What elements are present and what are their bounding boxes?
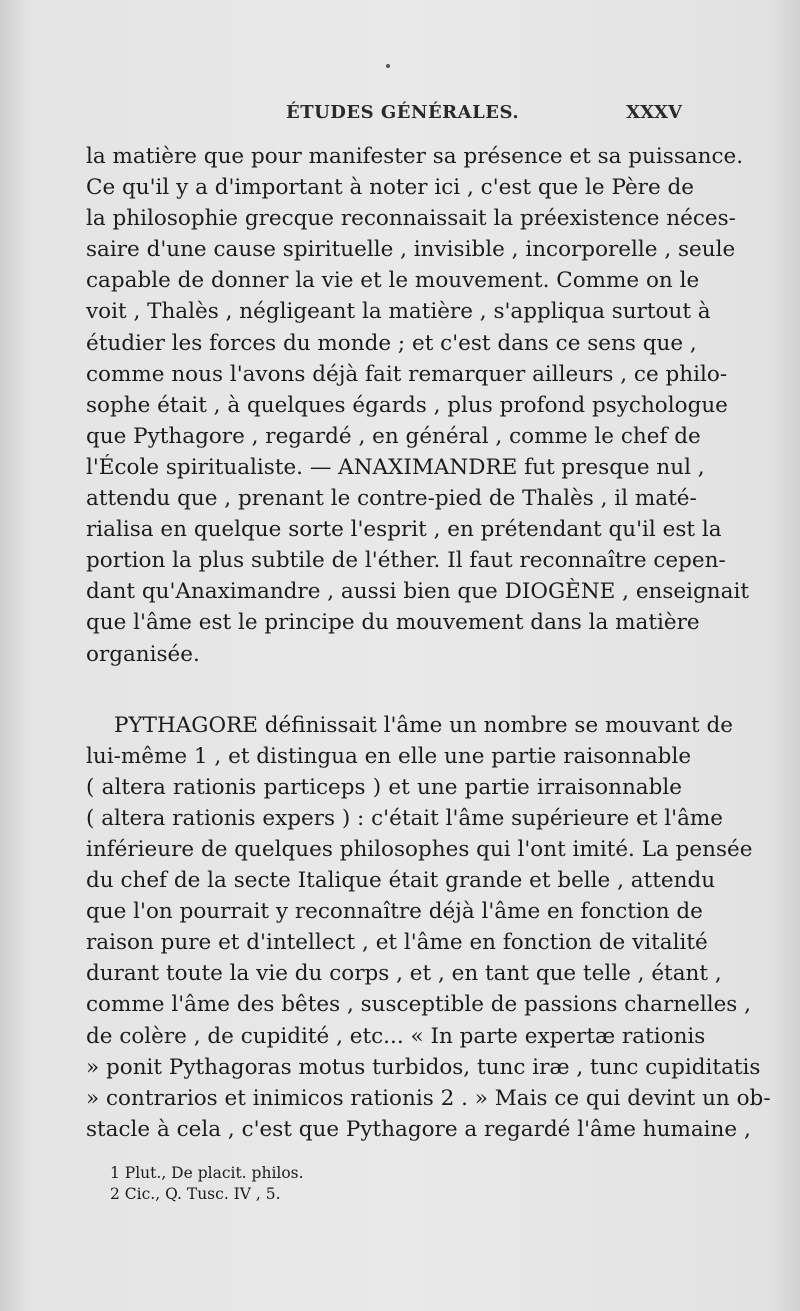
text-line: la matière que pour manifester sa présence et sa puissance. <box>86 144 744 169</box>
text-line: que Pythagore , regardé , en général , comme le chef de <box>86 423 701 449</box>
text-line: étudier les forces du monde ; et c'est dans ce sens que , <box>86 330 697 356</box>
ink-speck <box>386 64 390 68</box>
text-line: » ponit Pythagoras motus turbidos, tunc iræ , tunc cupiditatis <box>86 1054 761 1080</box>
text-line: portion la plus subtile de l'éther. Il faut reconnaître cepen- <box>86 548 726 574</box>
text-line: attendu que , prenant le contre-pied de Thalès , il maté- <box>86 486 697 512</box>
text-line: organisée. <box>86 641 200 667</box>
text-line: Ce qu'il y a d'important à noter ici , c'est que le Père de <box>86 175 694 201</box>
text-line: ( altera rationis expers ) : c'était l'âme supérieure et l'âme <box>86 805 724 831</box>
text-line: dant qu'Anaximandre , aussi bien que DIOGÈNE , enseignait <box>86 579 749 605</box>
text-line: que l'âme est le principe du mouvement dans la matière <box>86 610 700 636</box>
paragraph-gap <box>86 670 682 710</box>
text-line: du chef de la secte Italique était grande et belle , attendu <box>86 868 716 894</box>
text-line: » contrarios et inimicos rationis 2 . » Mais ce qui devint un ob- <box>86 1085 771 1111</box>
text-line: inférieure de quelques philosophes qui l'ont imité. La pensée <box>86 836 753 862</box>
text-line: durant toute la vie du corps , et , en tant que telle , étant , <box>86 961 722 987</box>
footnote-1: 1 Plut., De placit. philos. <box>110 1164 304 1182</box>
footnotes <box>110 1163 670 1205</box>
text-line: raison pure et d'intellect , et l'âme en fonction de vitalité <box>86 930 708 956</box>
text-line: stacle à cela , c'est que Pythagore a regardé l'âme humaine , <box>86 1116 751 1142</box>
text-line: la philosophie grecque reconnaissait la préexistence néces- <box>86 206 736 232</box>
text-line: comme l'âme des bêtes , susceptible de passions charnelles , <box>86 992 751 1018</box>
text-line: rialisa en quelque sorte l'esprit , en prétendant qu'il est la <box>86 517 722 543</box>
text-line: lui-même 1 , et distingua en elle une partie raisonnable <box>86 743 692 769</box>
running-title: ÉTUDES GÉNÉRALES. <box>286 102 520 123</box>
text-line: que l'on pourrait y reconnaître déjà l'âme en fonction de <box>86 899 703 925</box>
page-number: XXXV <box>626 102 682 123</box>
text-line: comme nous l'avons déjà fait remarquer ailleurs , ce philo- <box>86 361 728 387</box>
text-line: voit , Thalès , négligeant la matière , s'appliqua surtout à <box>86 299 711 325</box>
text-line: l'École spiritualiste. — ANAXIMANDRE fut presque nul , <box>86 454 705 480</box>
text-line: de colère , de cupidité , etc... « In parte expertæ rationis <box>86 1023 706 1049</box>
main-text <box>86 141 771 1145</box>
footnote-2: 2 Cic., Q. Tusc. IV , 5. <box>110 1185 281 1203</box>
text-line: PYTHAGORE définissait l'âme un nombre se mouvant de <box>114 712 733 738</box>
page-header <box>86 102 682 130</box>
text-line: sophe était , à quelques égards , plus profond psychologue <box>86 392 728 418</box>
text-line: ( altera rationis particeps ) et une partie irraisonnable <box>86 774 682 800</box>
paragraph-2 <box>86 710 771 1145</box>
paragraph-1 <box>86 141 749 670</box>
text-line: saire d'une cause spirituelle , invisible , incorporelle , seule <box>86 237 736 263</box>
text-line: capable de donner la vie et le mouvement. Comme on le <box>86 268 700 294</box>
